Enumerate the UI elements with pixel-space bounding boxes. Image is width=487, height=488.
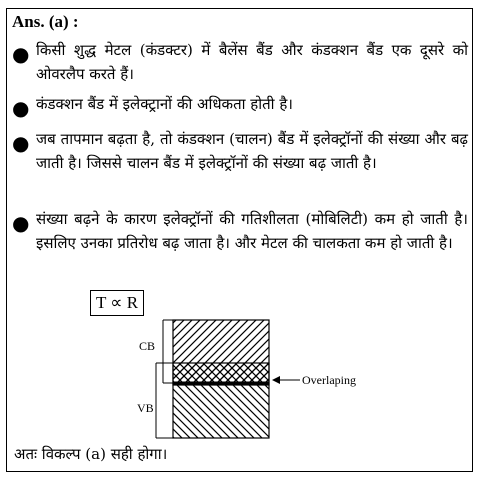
- bullet-text-2: कंडक्शन बैंड में इलेक्ट्रानों की अधिकता होती है।: [36, 95, 293, 113]
- conclusion-text: अतः विकल्प (a) सही होगा।: [14, 445, 168, 463]
- arrow-head-icon: [272, 376, 280, 384]
- bullet-icon: ●: [12, 96, 30, 120]
- bullet-icon: ●: [12, 42, 30, 66]
- vb-label: VB: [137, 401, 154, 415]
- formula-box: T ∝ R: [90, 290, 144, 316]
- overlap-label: Overlaping: [302, 373, 356, 387]
- bullet-text-4: संख्या बढ़ने के कारण इलेक्ट्रॉनों की गतिशीलता (मोबिलिटी) कम हो जाती है। इसलिए उनका प्रतिरोध बढ़ जाता है। और मेटल की चालकता कम हो जाती है।: [36, 210, 468, 252]
- bullet-text-3: जब तापमान बढ़ता है, तो कंडक्शन (चालन) बैंड में इलेक्ट्रॉनों की संख्या और बढ़ जाती है। जिससे चालन बैंड में इलेक्ट्रॉनों की संख्या बढ़ जाती है।: [36, 130, 468, 172]
- bullet-icon: ●: [12, 211, 30, 235]
- bullet-text-1: किसी शुद्ध मेटल (कंडक्टर) में बैलेंस बैंड और कंडक्शन बैंड एक दूसरे को ओवरलैप करते हैं।: [36, 41, 468, 83]
- cb-label: CB: [139, 339, 156, 353]
- answer-heading: Ans. (a) :: [12, 12, 79, 31]
- bullet-icon: ●: [12, 131, 30, 155]
